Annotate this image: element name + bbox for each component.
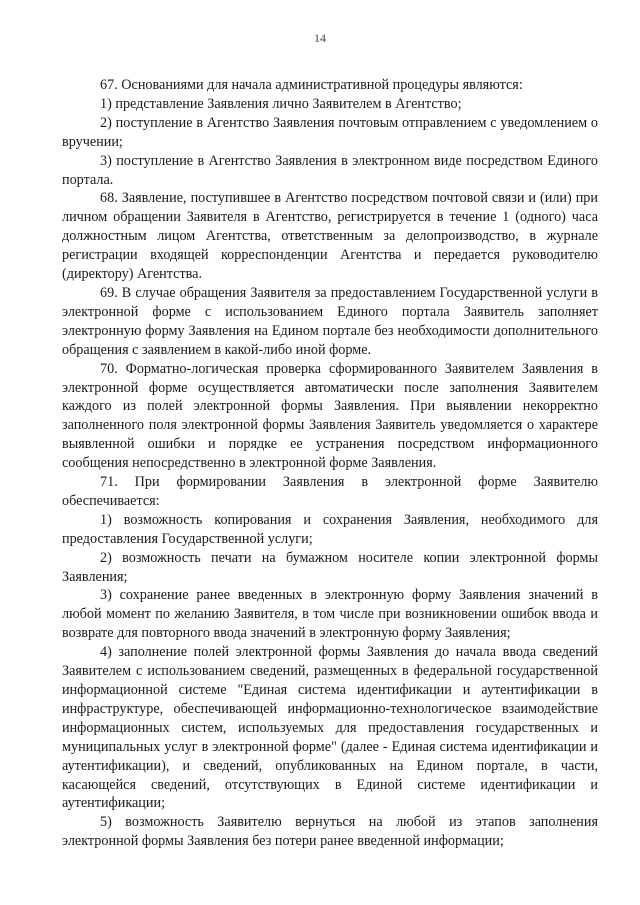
paragraph-67-item-1: 1) представление Заявления лично Заявителем в Агентство;	[100, 95, 462, 112]
paragraph-68: 68. Заявление, поступившее в Агентство посредством почтовой связи и (или) при личном обращении Заявителя в Агентство, регистрируется в течение 1 (одного) часа должностным лицом Агентства, ответственным за делопроизводство, в журнале регистрации входящей корреспонденции Агентства и передается руководителю (директору) Агентства.	[62, 190, 598, 283]
paragraph-70: 70. Форматно-логическая проверка сформированного Заявителем Заявления в электронной форме осуществляется автоматически после заполнения Заявителем каждого из полей электронной формы Заявления. При выявлении некорректно заполненного поля электронной формы Заявления Заявитель уведомляется о характере выявленной ошибки и порядке ее устранения посредством информационного сообщения непосредственно в электронной форме Заявления.	[62, 360, 598, 472]
paragraph-71-item-5: 5) возможность Заявителю вернуться на любой из этапов заполнения электронной формы Заявления без потери ранее введенной информации;	[62, 814, 598, 850]
paragraph-71-item-1: 1) возможность копирования и сохранения Заявления, необходимого для предоставления Государственной услуги;	[62, 511, 598, 547]
paragraph-69: 69. В случае обращения Заявителя за предоставлением Государственной услуги в электронной форме с использованием Единого портала Заявитель заполняет электронную форму Заявления на Едином портале без необходимости дополнительного обращения с заявлением в какой-либо иной форме.	[62, 284, 598, 358]
paragraph-71-item-3: 3) сохранение ранее введенных в электронную форму Заявления значений в любой момент по желанию Заявителя, в том числе при возникновении ошибок ввода и возврате для повторного ввода значений в электронную форму Заявления;	[62, 587, 598, 642]
page-number: 14	[314, 31, 326, 45]
paragraph-71: 71. При формировании Заявления в электронной форме Заявителю обеспечивается:	[62, 474, 598, 509]
paragraph-67: 67. Основаниями для начала административной процедуры являются:	[100, 77, 523, 93]
paragraph-67-item-2: 2) поступление в Агентство Заявления почтовым отправлением с уведомлением о вручении;	[62, 114, 598, 150]
document-body	[62, 76, 598, 851]
paragraph-67-item-3: 3) поступление в Агентство Заявления в электронном виде посредством Единого портала.	[62, 152, 598, 188]
paragraph-71-item-4: 4) заполнение полей электронной формы Заявления до начала ввода сведений Заявителем с использованием сведений, размещенных в федеральной государственной информационной системе "Единая система идентификации и аутентификации в инфраструктуре, обеспечивающей информационно-технологическое взаимодействие информационных систем, используемых для предоставления государственных и муниципальных услуг в электронной форме" (далее - Единая система идентификации и аутентификации), и сведений, опубликованных на Едином портале, в части, касающейся сведений, отсутствующих в Единой системе идентификации и аутентификации;	[62, 644, 598, 812]
paragraph-71-item-2: 2) возможность печати на бумажном носителе копии электронной формы Заявления;	[62, 549, 598, 585]
